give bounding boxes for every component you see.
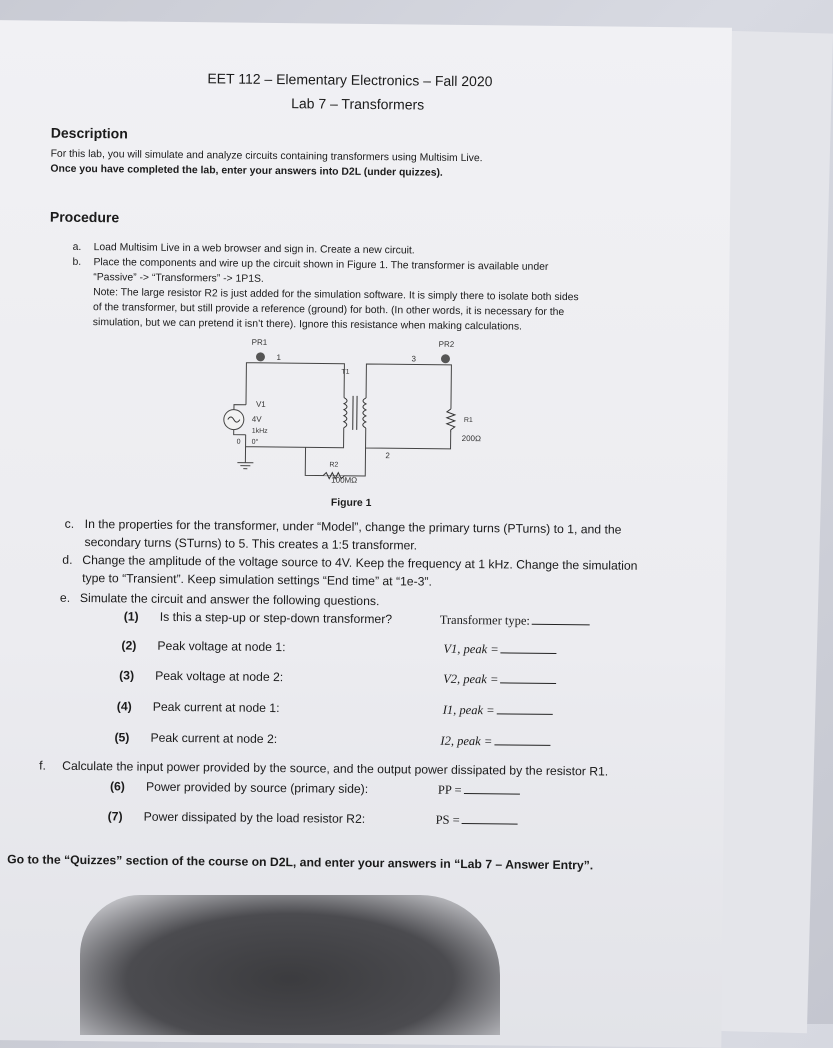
r1-resistor-icon <box>447 409 455 433</box>
question-4-number: (4) <box>117 699 132 713</box>
step-c-marker: c. <box>65 517 75 531</box>
r1-value: 200Ω <box>462 434 481 443</box>
step-f-text: Calculate the input power provided by the source, and the output power dissipated by the resistor R1. <box>62 759 608 779</box>
question-5-text: Peak current at node 2: <box>150 731 277 746</box>
step-e-text: Simulate the circuit and answer the following questions. <box>80 591 380 608</box>
lab-title: Lab 7 – Transformers <box>291 95 424 112</box>
wire-secondary-top <box>366 364 451 409</box>
question-7-text: Power dissipated by the load resistor R2: <box>144 810 366 826</box>
question-3-number: (3) <box>119 668 134 682</box>
step-e-marker: e. <box>60 591 70 605</box>
description-line-1: For this lab, you will simulate and analyze circuits containing transformers using Multisim Live. <box>51 147 483 167</box>
question-7-number: (7) <box>108 809 123 823</box>
probe-1-icon <box>256 352 265 361</box>
node-1-label: 1 <box>276 353 281 362</box>
question-3-answer: V2, peak = <box>443 672 556 688</box>
step-b-line-1: Place the components and wire up the circuit shown in Figure 1. The transformer is available under <box>93 255 548 275</box>
step-a-marker: a. <box>73 240 82 255</box>
wire-secondary-bottom <box>366 428 451 449</box>
hand-shadow <box>80 895 500 1035</box>
footer-instruction: Go to the “Quizzes” section of the course on D2L, and enter your answers in “Lab 7 – Answer Entry”. <box>7 852 593 872</box>
step-b-note-line-1: Note: The large resistor R2 is just added for the simulation software. It is simply there to isolate both sides <box>93 285 579 305</box>
question-1-answer: Transformer type: <box>440 613 590 630</box>
v1-frequency: 1kHz <box>252 428 269 435</box>
description-heading: Description <box>51 125 128 142</box>
r1-label: R1 <box>464 417 473 424</box>
question-4-answer: I1, peak = <box>443 703 553 719</box>
figure-caption: Figure 1 <box>331 496 372 511</box>
v1-phase: 0° <box>252 438 259 446</box>
procedure-heading: Procedure <box>50 209 119 226</box>
question-6-answer: PP = <box>438 783 520 799</box>
step-c-line-2: secondary turns (STurns) to 5. This creates a 1:5 transformer. <box>84 535 417 552</box>
step-d-line-1: Change the amplitude of the voltage source to 4V. Keep the frequency at 1 kHz. Change the simulation <box>82 553 637 573</box>
v1-label: V1 <box>256 400 266 409</box>
probe-2-icon <box>441 354 450 363</box>
question-5-number: (5) <box>114 730 129 744</box>
transformer-secondary-coil-icon <box>363 398 366 428</box>
pr2-label: PR2 <box>439 340 455 349</box>
question-6-text: Power provided by source (primary side): <box>146 780 368 796</box>
question-2-answer: V1, peak = <box>443 642 556 658</box>
step-b-note-line-2: of the transformer, but still provide a reference (ground) for both. (In other words, it is necessary for the <box>93 300 564 320</box>
question-5-answer: I2, peak = <box>440 734 550 750</box>
lab-handout-page <box>0 20 732 1048</box>
question-6-number: (6) <box>110 779 125 793</box>
t1-label: T1 <box>341 369 349 376</box>
step-f-marker: f. <box>39 759 46 773</box>
v1-amplitude: 4V <box>252 415 263 424</box>
question-1-text: Is this a step-up or step-down transformer? <box>160 610 392 626</box>
step-d-marker: d. <box>62 553 72 567</box>
step-b-line-2: “Passive” -> “Transformers” -> 1P1S. <box>93 270 264 287</box>
figure-1-schematic <box>215 334 477 487</box>
step-d-line-2: type to “Transient”. Keep simulation settings “End time” at “1e-3”. <box>82 571 432 589</box>
step-a-text: Load Multisim Live in a web browser and sign in. Create a new circuit. <box>94 240 415 258</box>
pr1-label: PR1 <box>252 338 268 347</box>
course-title: EET 112 – Elementary Electronics – Fall 2020 <box>207 70 492 89</box>
question-2-text: Peak voltage at node 1: <box>157 639 285 654</box>
question-7-answer: PS = <box>436 813 518 829</box>
node-3-label: 3 <box>411 354 416 363</box>
description-line-2: Once you have completed the lab, enter your answers into D2L (under quizzes). <box>50 162 443 181</box>
v1-zero: 0 <box>237 439 241 446</box>
node-2-label: 2 <box>385 451 390 460</box>
question-4-text: Peak current at node 1: <box>153 700 280 715</box>
step-b-note-line-3: simulation, but we can pretend it isn’t there). Ignore this resistance when making calculations. <box>93 315 522 334</box>
transformer-primary-coil-icon <box>344 398 347 428</box>
question-3-text: Peak voltage at node 2: <box>155 669 283 684</box>
r2-label: R2 <box>329 462 338 469</box>
step-b-marker: b. <box>72 255 81 270</box>
question-1-number: (1) <box>124 609 139 623</box>
question-2-number: (2) <box>121 638 136 652</box>
r2-value: 100MΩ <box>331 476 357 485</box>
step-c-line-1: In the properties for the transformer, under “Model”, change the primary turns (PTurns) to 1, and the <box>85 517 622 537</box>
